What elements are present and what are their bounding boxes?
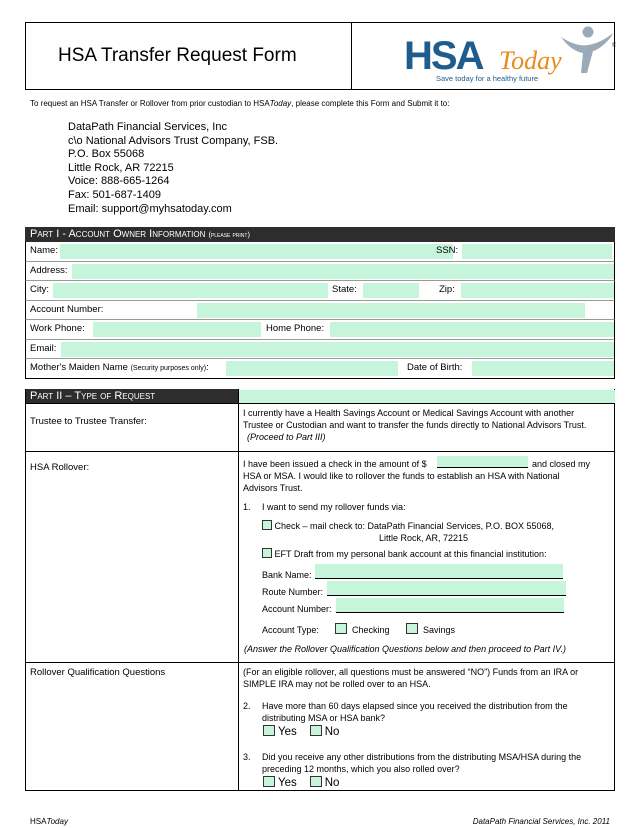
trustee-transfer-label: Trustee to Trustee Transfer: <box>30 416 147 427</box>
savings-option: Savings <box>406 623 455 637</box>
mailing-address <box>68 121 278 216</box>
proceed-part3-note: (Proceed to Part III) <box>247 432 326 442</box>
maiden-name-label: Mother's Maiden Name (Security purposes only): <box>30 362 209 373</box>
footer-brand: HSAToday <box>30 817 68 826</box>
row-name-ssn <box>25 242 615 262</box>
eft-checkbox[interactable] <box>262 548 272 558</box>
check-address-line-2: Little Rock, AR, 72215 <box>379 533 469 543</box>
route-number-label: Route Number: <box>262 587 324 597</box>
logo-today-text: Today <box>499 46 562 75</box>
home-phone-label: Home Phone: <box>266 323 325 334</box>
row-email <box>25 340 615 359</box>
q2-no-checkbox[interactable] <box>310 725 322 736</box>
page-title: HSA Transfer Request Form <box>58 45 297 66</box>
rollover-text-2: HSA or MSA. I would like to rollover the funds to establish an HSA with National <box>243 471 560 481</box>
row-phones <box>25 320 615 340</box>
logo-tagline: Save today for a healthy future <box>436 74 539 83</box>
row-address <box>25 262 615 281</box>
email-label: Email: <box>30 343 57 354</box>
question-3-answers: Yes No <box>263 776 339 790</box>
state-field[interactable] <box>363 283 419 298</box>
footer-copyright: DataPath Financial Services, Inc. 2011 <box>472 817 610 826</box>
bank-name-label: Bank Name: <box>262 570 312 580</box>
ssn-label: SSN: <box>436 245 459 256</box>
city-field[interactable] <box>53 283 328 298</box>
column-divider <box>238 389 239 790</box>
row-account-number <box>25 301 615 320</box>
bank-account-number-field[interactable] <box>336 598 564 613</box>
row-city-state-zip <box>25 281 615 301</box>
check-option: Check – mail check to: DataPath Financial Services, P.O. BOX 55068, <box>262 520 554 533</box>
check-checkbox[interactable] <box>262 520 272 530</box>
intro-text: To request an HSA Transfer or Rollover from prior custodian to HSAToday, please complete this Form and Submit it to: <box>30 99 450 108</box>
qualification-text-1: (For an eligible rollover, all questions must be answered “NO”) Funds from an IRA or <box>243 667 579 677</box>
email-field[interactable] <box>61 342 614 357</box>
address-line: P.O. Box 55068 <box>68 148 145 161</box>
zip-field[interactable] <box>461 283 614 298</box>
account-number-field[interactable] <box>197 303 585 318</box>
address-line: c\o National Advisors Trust Company, FSB. <box>68 134 279 147</box>
address-line: Voice: 888-665-1264 <box>68 175 170 188</box>
logo-hsa-text: HSA <box>404 34 483 78</box>
account-number-label: Account Number: <box>30 304 104 315</box>
part1-heading: Part I - Account Owner Information (please print) <box>25 227 615 242</box>
part2-table <box>25 389 615 791</box>
item-1-text: I want to send my rollover funds via: <box>262 502 406 512</box>
hsa-today-logo <box>401 23 616 91</box>
checking-option: Checking <box>335 623 390 637</box>
row-maiden-dob <box>25 359 615 379</box>
address-line: DataPath Financial Services, Inc <box>68 121 227 133</box>
question-2-text-1: Have more than 60 days elapsed since you received the distribution from the <box>262 701 568 711</box>
q3-no-checkbox[interactable] <box>310 776 322 787</box>
item-1-number: 1. <box>243 502 251 512</box>
hsa-rollover-label: HSA Rollover: <box>30 462 90 473</box>
rollover-text-1: I have been issued a check in the amount of $ <box>243 459 427 469</box>
rollover-text-1b: and closed my <box>532 459 591 469</box>
header-box <box>25 22 615 90</box>
eft-option: EFT Draft from my personal bank account at this financial institution: <box>262 548 546 561</box>
question-2-text-2: distributing MSA or HSA bank? <box>262 713 386 723</box>
trustee-text-2: Trustee or Custodian and want to transfer the funds directly to National Advisors Trust. <box>243 420 587 430</box>
part2-heading-fill <box>239 390 615 403</box>
savings-checkbox[interactable] <box>406 623 418 634</box>
part2-heading: Part II – Type of Request <box>25 389 238 404</box>
address-line: Email: support@myhsatoday.com <box>68 202 232 215</box>
address-line: Fax: 501-687-1409 <box>68 188 161 201</box>
name-field[interactable] <box>60 244 453 259</box>
address-label: Address: <box>30 265 68 276</box>
header-divider <box>351 23 352 89</box>
maiden-name-field[interactable] <box>226 361 398 376</box>
question-2-number: 2. <box>243 701 251 711</box>
rollover-text-3: Advisors Trust. <box>243 483 303 493</box>
q3-yes-checkbox[interactable] <box>263 776 275 787</box>
q2-yes-checkbox[interactable] <box>263 725 275 736</box>
question-3-number: 3. <box>243 752 251 762</box>
route-number-field[interactable] <box>327 581 566 596</box>
answer-questions-note: (Answer the Rollover Qualification Questions below and then proceed to Part IV.) <box>244 644 567 654</box>
work-phone-field[interactable] <box>93 322 261 337</box>
zip-label: Zip: <box>439 284 455 295</box>
question-2-answers: Yes No <box>263 725 339 739</box>
bank-name-field[interactable] <box>315 564 563 579</box>
account-type-label: Account Type: <box>262 625 319 635</box>
home-phone-field[interactable] <box>330 322 614 337</box>
work-phone-label: Work Phone: <box>30 323 85 334</box>
question-3-text-2: preceding 12 months, which you also rolled over? <box>262 764 460 774</box>
state-label: State: <box>332 284 357 295</box>
name-label: Name: <box>30 245 58 256</box>
ssn-field[interactable] <box>462 244 612 259</box>
qualification-label: Rollover Qualification Questions <box>30 667 166 678</box>
check-amount-field[interactable] <box>437 456 528 468</box>
svg-text:®: ® <box>612 43 616 49</box>
trustee-text-1: I currently have a Health Savings Account or Medical Savings Account with another <box>243 408 575 418</box>
qualification-text-2: SIMPLE IRA may not be rolled over to an HSA. <box>243 679 431 689</box>
address-field[interactable] <box>72 264 614 279</box>
address-line: Little Rock, AR 72215 <box>68 161 174 174</box>
account-number-label-2: Account Number: <box>262 604 332 614</box>
dob-field[interactable] <box>472 361 614 376</box>
city-label: City: <box>30 284 49 295</box>
person-figure-icon <box>561 27 613 74</box>
question-3-text-1: Did you receive any other distributions from the distributing MSA/HSA during the <box>262 752 582 762</box>
dob-label: Date of Birth: <box>407 362 463 373</box>
checking-checkbox[interactable] <box>335 623 347 634</box>
